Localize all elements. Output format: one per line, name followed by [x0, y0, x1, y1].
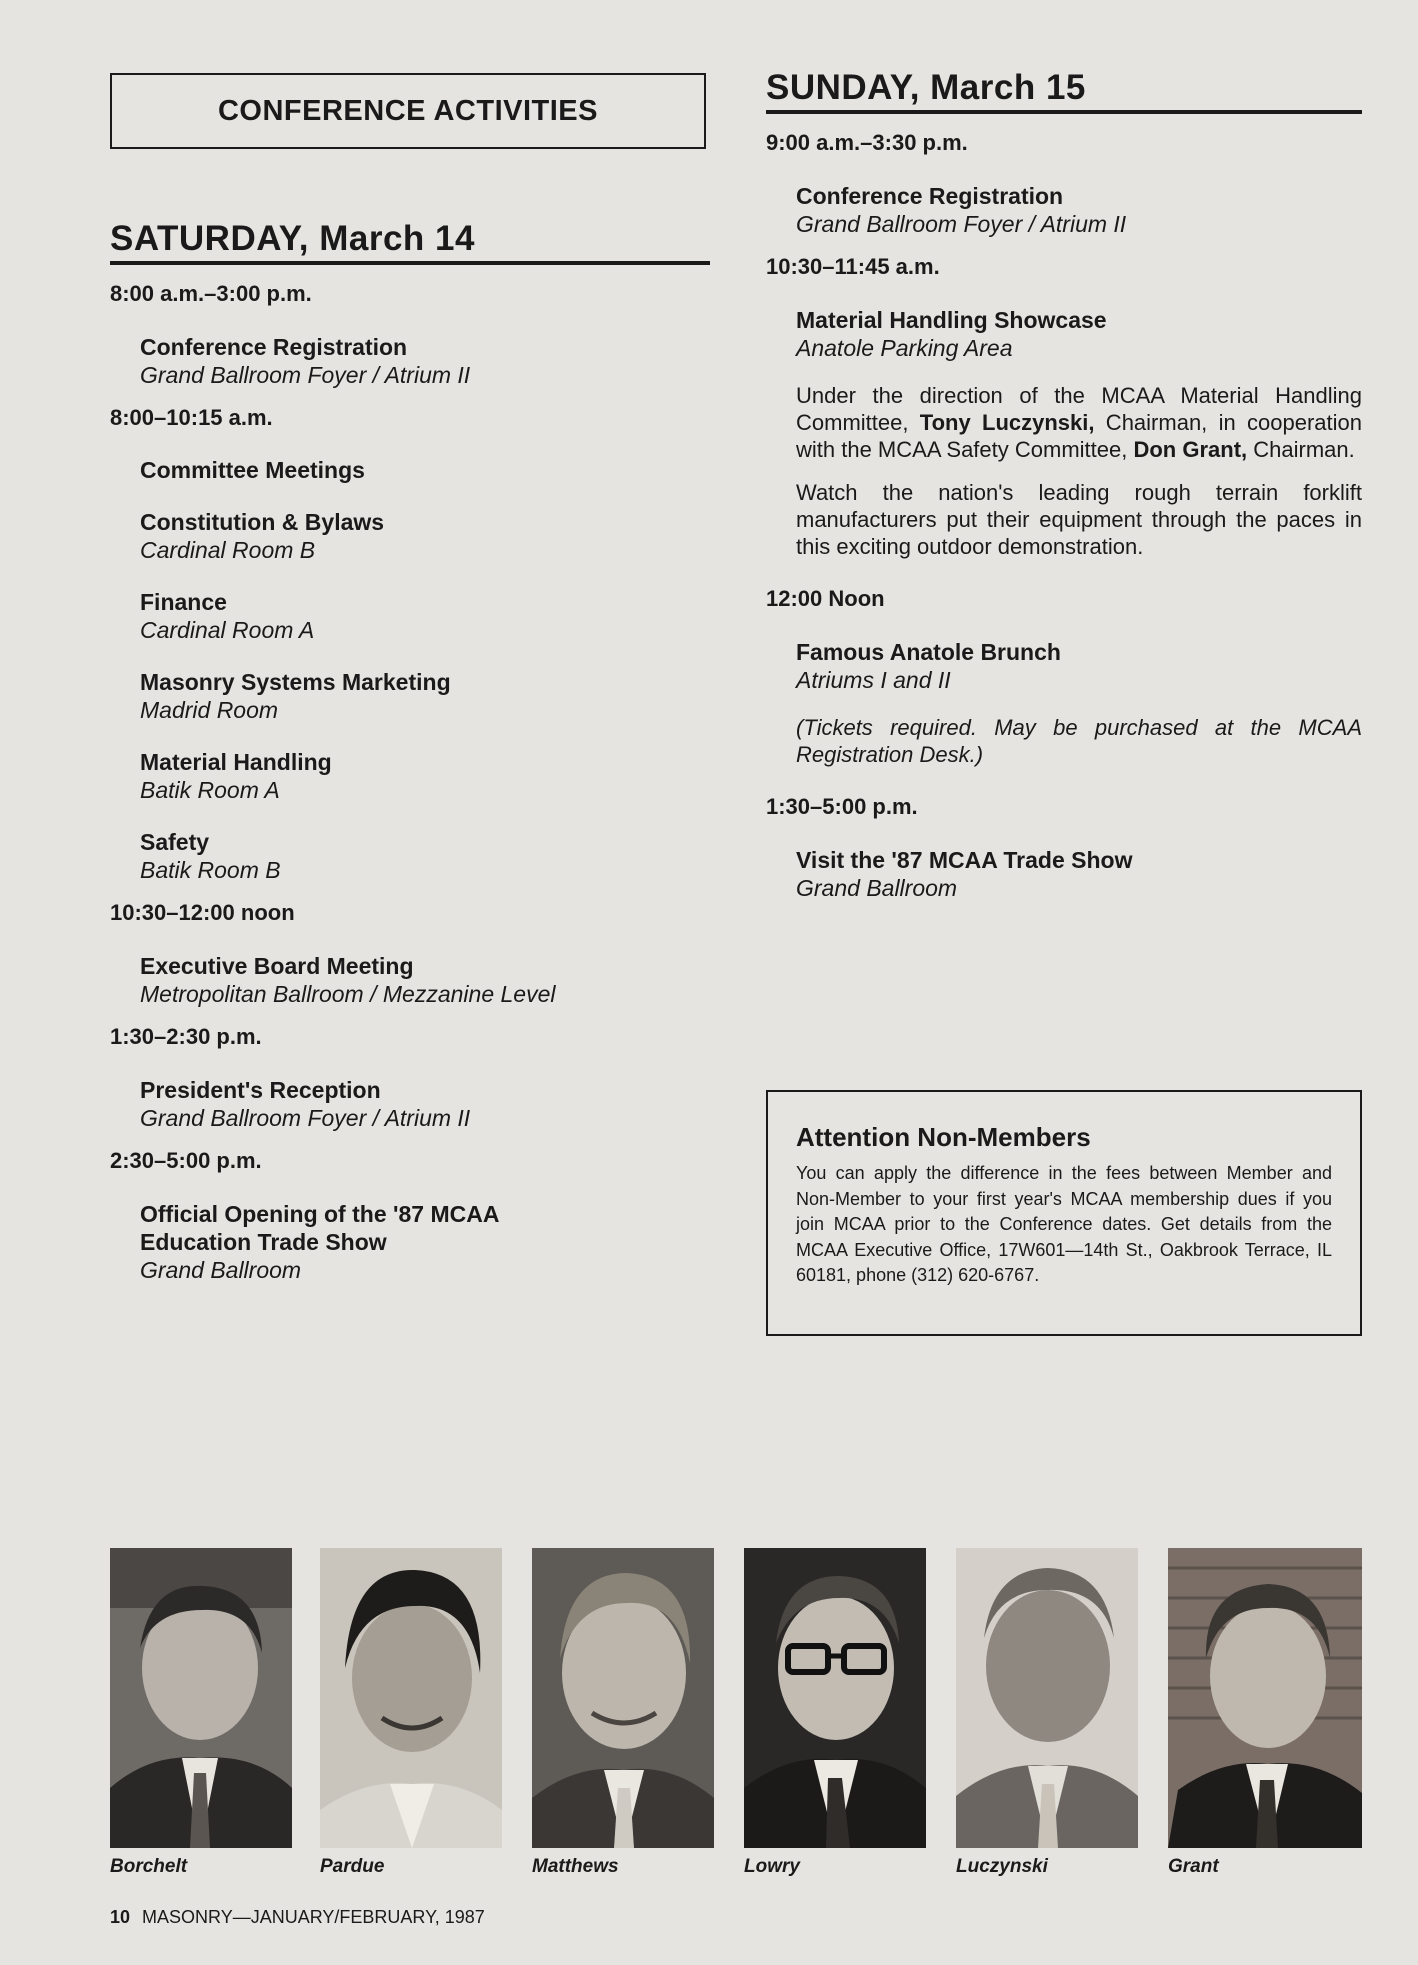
publication-line: MASONRY—JANUARY/FEBRUARY, 1987 — [142, 1907, 485, 1927]
event-title: Material Handling — [140, 749, 332, 775]
notice-title: Attention Non-Members — [796, 1122, 1091, 1152]
event-location: Grand Ballroom — [140, 1257, 302, 1283]
portrait-photo — [532, 1548, 714, 1848]
event-title: Finance — [140, 589, 227, 615]
event-title: Conference Registration — [140, 334, 408, 360]
time-slot: 10:30–12:00 noon — [110, 900, 295, 925]
time-slot: 8:00 a.m.–3:00 p.m. — [110, 281, 312, 306]
time-slot: 9:00 a.m.–3:30 p.m. — [766, 130, 968, 155]
event-title: President's Reception — [140, 1077, 381, 1103]
event — [140, 588, 710, 644]
event-location: Batik Room B — [140, 857, 281, 883]
portrait-photo — [956, 1548, 1138, 1848]
portrait — [744, 1548, 926, 1878]
event — [796, 638, 1362, 694]
event-title: Visit the '87 MCAA Trade Show — [796, 847, 1133, 873]
event — [140, 333, 710, 389]
text-run: Chairman, in cooperation with the MCAA Safety Committee, — [796, 410, 1362, 462]
event — [796, 182, 1362, 238]
event — [140, 748, 710, 804]
portrait-caption: Luczynski — [956, 1856, 1048, 1877]
event — [140, 508, 710, 564]
time-slot: 1:30–2:30 p.m. — [110, 1024, 262, 1049]
time-slot: 8:00–10:15 a.m. — [110, 405, 273, 430]
event — [140, 668, 710, 724]
event-title: Masonry Systems Marketing — [140, 669, 451, 695]
event-title: Famous Anatole Brunch — [796, 639, 1061, 665]
event-title: Safety — [140, 829, 210, 855]
portrait — [956, 1548, 1138, 1878]
showcase-detail: Watch the nation's leading rough terrain forklift manufacturers put their equipment through the paces in this exciting outdoor demonstration. — [796, 480, 1362, 559]
event-location: Batik Room A — [140, 777, 280, 803]
text-run: Chairman. — [1247, 437, 1355, 462]
event-location: Anatole Parking Area — [796, 335, 1013, 361]
event-location: Grand Ballroom — [796, 875, 958, 901]
notice-body: You can apply the difference in the fees between Member and Non-Member to your first year's MCAA membership dues if you join MCAA prior to the Conference dates. Get details from the MCAA Executive Office, 17W601—14th St., Oakbrook Terrace, IL 60181, phone (312) 620-6767. — [796, 1163, 1332, 1285]
portrait — [320, 1548, 502, 1878]
event-title: Executive Board Meeting — [140, 953, 414, 979]
event — [140, 1200, 710, 1284]
time-slot: 2:30–5:00 p.m. — [110, 1148, 262, 1173]
event-location: Atriums I and II — [796, 667, 951, 693]
event-title-line: Education Trade Show — [140, 1229, 387, 1255]
portrait-photo — [1168, 1548, 1362, 1848]
sunday-heading: SUNDAY, March 15 — [766, 68, 1362, 114]
portrait-caption: Borchelt — [110, 1856, 188, 1877]
portrait — [1168, 1548, 1362, 1878]
event-location: Grand Ballroom Foyer / Atrium II — [140, 362, 471, 388]
event-title-line: Official Opening of the '87 MCAA — [140, 1201, 500, 1227]
event-location: Grand Ballroom Foyer / Atrium II — [140, 1105, 471, 1131]
portrait-caption: Lowry — [744, 1856, 800, 1877]
ticket-note: (Tickets required. May be purchased at the MCAA Registration Desk.) — [796, 715, 1362, 767]
text-run: Under the direction of the MCAA Material Handling Committee, — [796, 383, 1362, 435]
event — [140, 1076, 710, 1132]
right-column — [766, 68, 1362, 902]
time-slot: 1:30–5:00 p.m. — [766, 794, 918, 819]
non-members-notice — [766, 1090, 1362, 1336]
portrait — [110, 1548, 292, 1878]
showcase-description — [796, 382, 1362, 463]
portrait — [532, 1548, 714, 1878]
event-location: Grand Ballroom Foyer / Atrium II — [796, 211, 1127, 237]
event-location: Cardinal Room A — [140, 617, 315, 643]
event — [140, 828, 710, 884]
time-slot: 12:00 Noon — [766, 586, 885, 611]
committee-meetings-heading: Committee Meetings — [140, 457, 365, 483]
portrait-caption: Grant — [1168, 1856, 1219, 1877]
event-location: Metropolitan Ballroom / Mezzanine Level — [140, 981, 556, 1007]
event-title: Material Handling Showcase — [796, 307, 1107, 333]
event-location: Cardinal Room B — [140, 537, 316, 563]
conference-activities-title: CONFERENCE ACTIVITIES — [217, 94, 598, 127]
event — [140, 952, 710, 1008]
text-run-bold: Tony Luczynski, — [919, 410, 1095, 435]
event-title: Conference Registration — [796, 183, 1064, 209]
text-run-bold: Don Grant, — [1133, 437, 1248, 462]
left-column — [110, 73, 710, 1284]
event-title: Constitution & Bylaws — [140, 509, 385, 535]
time-slot: 10:30–11:45 a.m. — [766, 254, 940, 279]
event — [796, 306, 1362, 362]
portrait-photo — [320, 1548, 502, 1848]
portrait-photo — [110, 1548, 292, 1848]
conference-activities-box — [110, 73, 706, 149]
portrait-photo — [744, 1548, 926, 1848]
portrait-caption: Matthews — [532, 1856, 619, 1877]
saturday-heading: SATURDAY, March 14 — [110, 219, 710, 265]
portrait-caption: Pardue — [320, 1856, 385, 1877]
event — [796, 846, 1362, 902]
page-footer — [110, 1907, 485, 1928]
page-number: 10 — [110, 1907, 131, 1927]
event-location: Madrid Room — [140, 697, 279, 723]
